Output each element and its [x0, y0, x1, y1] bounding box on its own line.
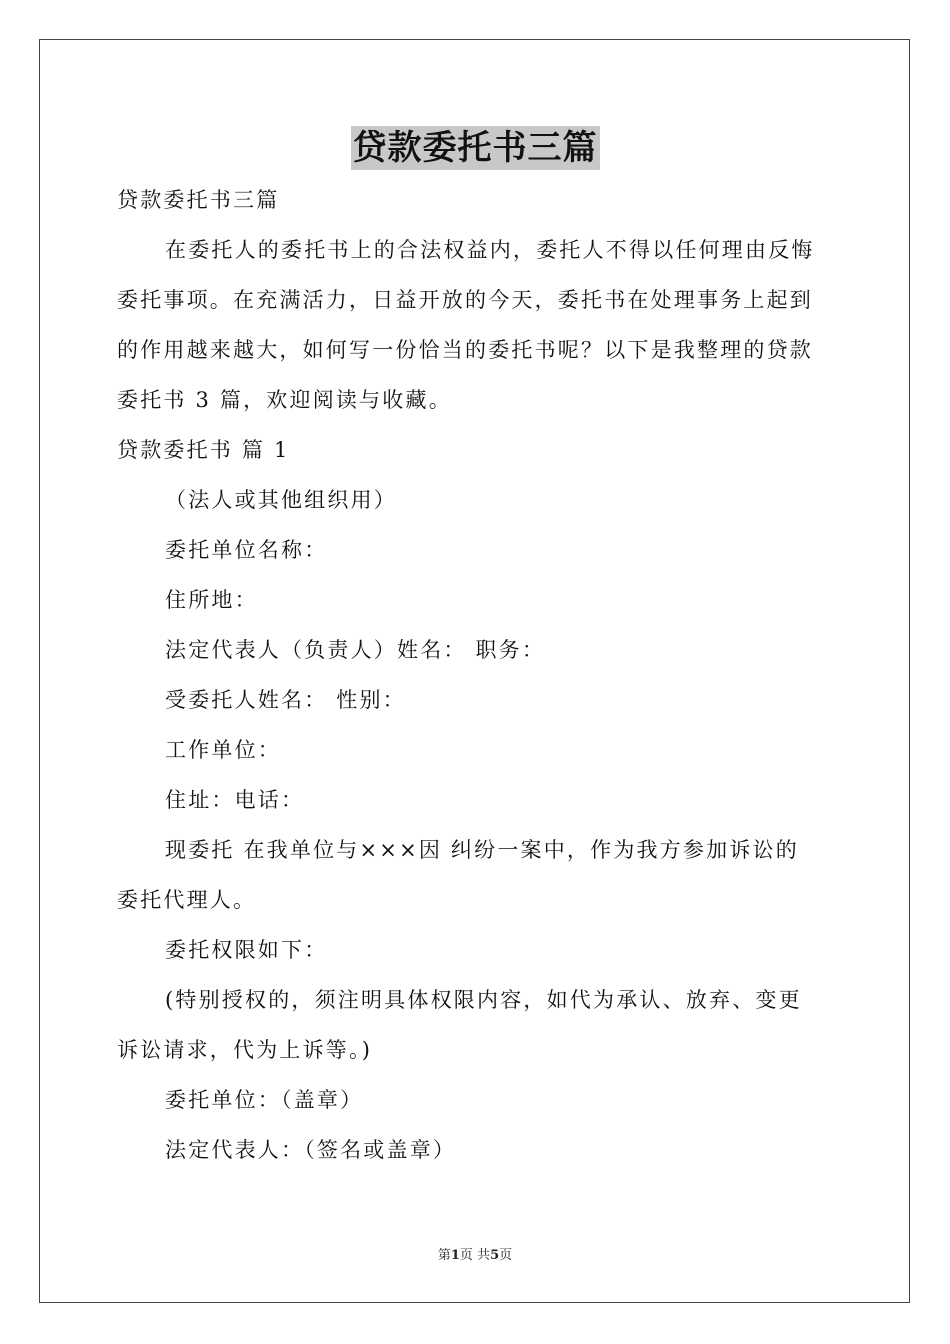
text-line: 委托权限如下：	[165, 938, 328, 962]
document-title: 贷款委托书三篇	[352, 128, 598, 168]
footer-suffix: 页	[499, 1248, 513, 1263]
text-line: 法定代表人：（签名或盖章）	[165, 1138, 457, 1162]
text-line: 在委托人的委托书上的合法权益内，委托人不得以任何理由反悔	[165, 238, 815, 262]
text-line: 住址：电话：	[165, 788, 305, 812]
text-line: （法人或其他组织用）	[165, 488, 397, 512]
page-footer	[0, 1247, 950, 1265]
text-line: 法定代表人（负责人）姓名： 职务：	[165, 638, 546, 662]
footer-current-page: 1	[450, 1248, 460, 1263]
text-line: 贷款委托书三篇	[117, 188, 280, 212]
text-line: 的作用越来越大，如何写一份恰当的委托书呢？以下是我整理的贷款	[117, 338, 813, 362]
footer-total-pages: 5	[490, 1248, 500, 1263]
text-line: 受委托人姓名： 性别：	[165, 688, 406, 712]
text-line: 现委托 在我单位与×××因 纠纷一案中，作为我方参加诉讼的	[165, 838, 799, 862]
text-line: (特别授权的，须注明具体权限内容，如代为承认、放弃、变更	[165, 988, 802, 1012]
text-line: 工作单位：	[165, 738, 281, 762]
title-container	[0, 126, 950, 170]
text-line: 委托单位名称：	[165, 538, 328, 562]
text-line: 贷款委托书 篇 1	[117, 438, 290, 462]
footer-mid: 页 共	[459, 1248, 491, 1263]
text-line: 委托代理人。	[117, 888, 257, 912]
text-line: 委托书 3 篇，欢迎阅读与收藏。	[117, 388, 452, 412]
text-line: 委托单位：（盖章）	[165, 1088, 364, 1112]
footer-prefix: 第	[437, 1248, 451, 1263]
text-line: 住所地：	[165, 588, 258, 612]
text-line: 诉讼请求，代为上诉等。)	[117, 1038, 373, 1062]
text-line: 委托事项。在充满活力，日益开放的今天，委托书在处理事务上起到	[117, 288, 813, 312]
document-body	[117, 175, 835, 1175]
